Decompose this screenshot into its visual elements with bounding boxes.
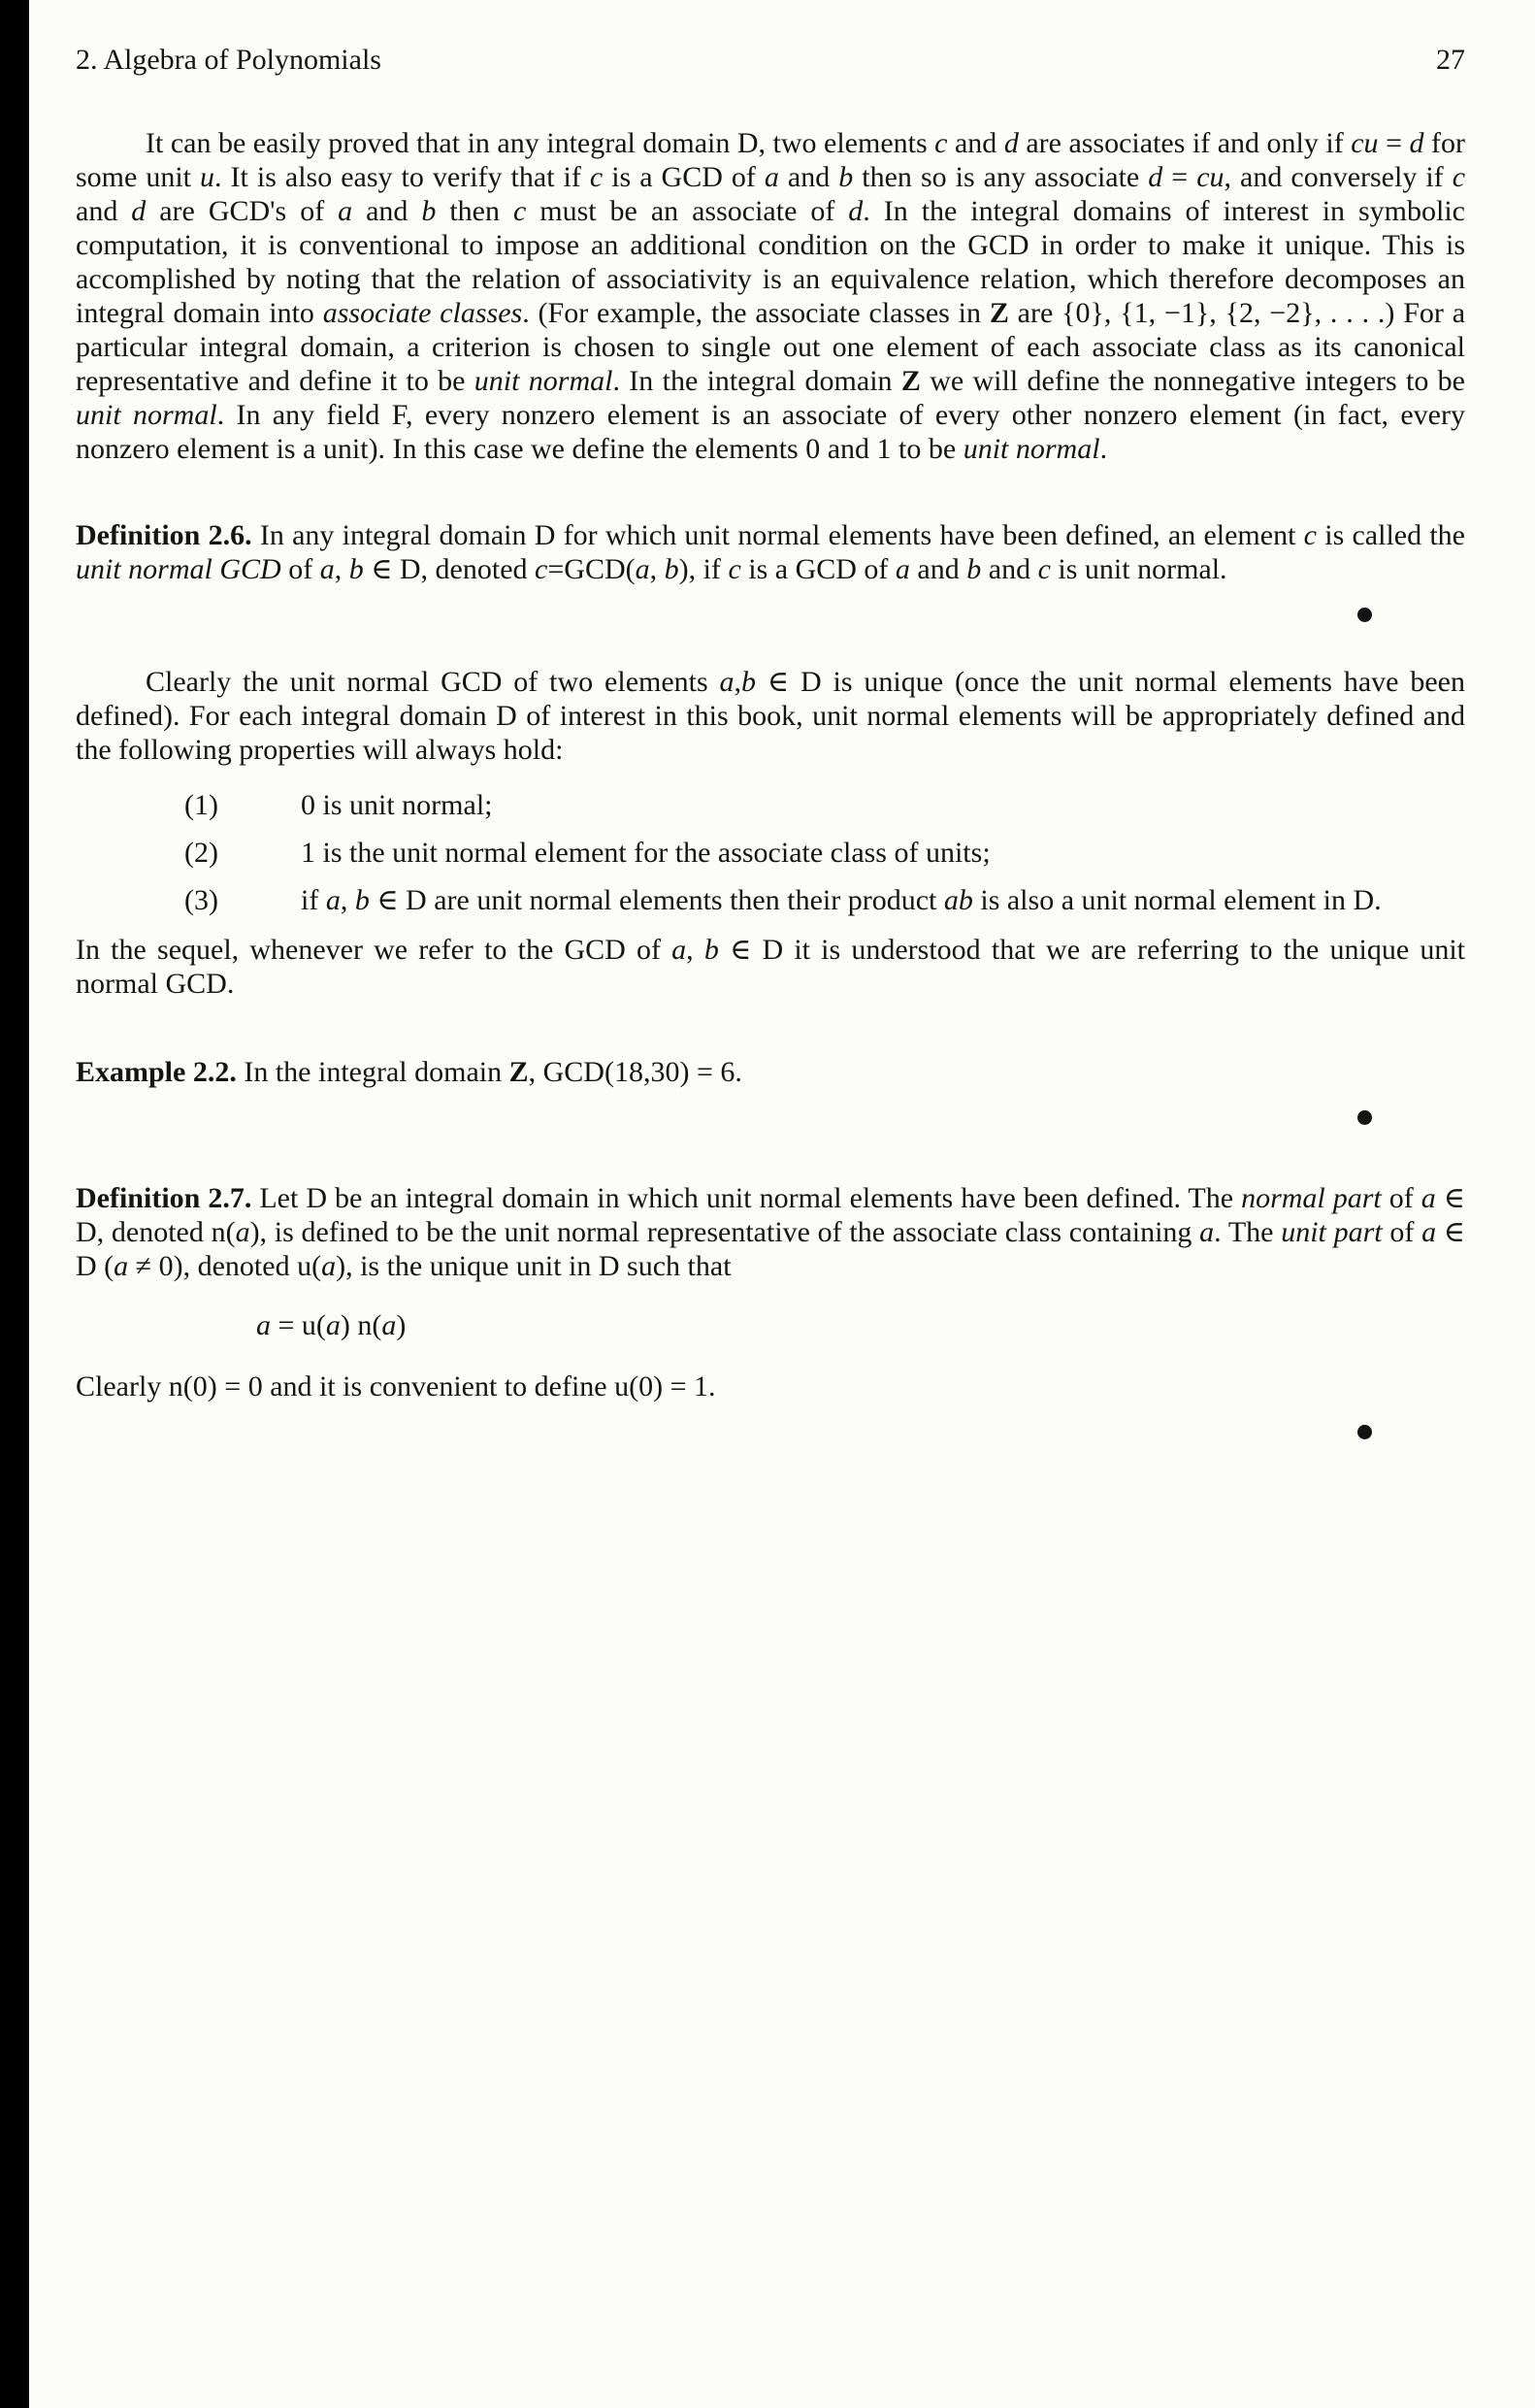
italic-text: a — [1421, 1182, 1436, 1214]
text: , GCD(18,30) = 6. — [528, 1056, 742, 1088]
italic-text: c — [535, 553, 548, 585]
text: of — [280, 553, 320, 585]
closing-paragraph — [76, 1369, 1465, 1403]
text: is a GCD of — [603, 161, 765, 193]
italic-text: a — [719, 666, 735, 698]
text: , — [340, 884, 355, 916]
italic-text: c — [1303, 519, 1317, 551]
text: It can be easily proved that in any integral domain D, two elements — [146, 127, 935, 159]
text: . In any field F, every nonzero element is an associate of every other nonzero element (in fact, every nonzero element is a unit). In this case we define the elements 0 and 1 to be — [76, 399, 1465, 465]
italic-text: c — [589, 161, 604, 193]
italic-text: a — [895, 553, 910, 585]
italic-text: a — [338, 195, 353, 227]
list-item-number: (1) — [184, 789, 218, 821]
text: of — [1381, 1182, 1421, 1214]
list-item-number: (2) — [184, 837, 218, 869]
italic-text: a — [325, 884, 341, 916]
running-title: 2. Algebra of Polynomials — [76, 44, 381, 76]
section-end-bullet-icon — [1357, 1110, 1372, 1125]
text: . In the integral domains of interest in symbolic computation, it is conventional to impose an additional condition on the GCD in order to make it unique. This is accomplished by noting that the relation of associativity is an equivalence relation, which therefore decomposes an integral domain into — [76, 195, 1466, 329]
text: , — [334, 553, 349, 585]
scan-edge-artifact — [0, 0, 29, 2408]
text: and — [778, 161, 839, 193]
italic-text: a — [1421, 1216, 1437, 1248]
text: ) — [396, 1309, 407, 1341]
section-end-bullet-icon — [1357, 608, 1372, 622]
text: ), if — [678, 553, 729, 585]
book-page — [29, 0, 1535, 2408]
italic-text: unit normal GCD — [76, 553, 281, 585]
sequel-paragraph — [76, 933, 1465, 1001]
italic-text: a — [319, 553, 335, 585]
property-list-item — [76, 883, 1465, 917]
italic-text: c — [512, 195, 527, 227]
property-list-item — [76, 788, 1465, 822]
page-header — [76, 43, 1465, 78]
text: are GCD's of — [146, 195, 339, 227]
italic-text: b — [421, 195, 437, 227]
example-2-2 — [76, 1055, 1465, 1089]
definition-2-7 — [76, 1181, 1465, 1283]
text: = — [1378, 127, 1410, 159]
italic-text: unit part — [1281, 1216, 1383, 1248]
section-end-bullet-icon — [1357, 1425, 1372, 1439]
text: ) n( — [340, 1309, 382, 1341]
text: ∈ D ( — [76, 1216, 1465, 1282]
text: In the integral domain — [236, 1056, 509, 1088]
text: ), is the unique unit in D such that — [336, 1250, 732, 1282]
text: is called the — [1316, 519, 1465, 551]
properties-list — [76, 788, 1465, 917]
text: we will define the nonnegative integers to be — [920, 365, 1465, 397]
italic-text: ab — [943, 884, 973, 916]
text: if — [301, 884, 326, 916]
italic-text: b — [741, 666, 757, 698]
text: . In the integral domain — [612, 365, 901, 397]
text: . (For example, the associate classes in — [522, 297, 990, 329]
italic-text: c — [1452, 161, 1466, 193]
text: , — [734, 666, 742, 698]
italic-text: b — [354, 884, 370, 916]
bold-text: Definition 2.7. — [76, 1182, 252, 1214]
text: 0 is unit normal; — [301, 789, 493, 821]
text: Let D be an integral domain in which unit normal elements have been defined. The — [251, 1182, 1242, 1214]
page-number: 27 — [1436, 44, 1465, 76]
text: , and conversely if — [1224, 161, 1453, 193]
italic-text: cu — [1196, 161, 1225, 193]
text: is a GCD of — [740, 553, 896, 585]
text: = u( — [271, 1309, 326, 1341]
text: is unit normal. — [1050, 553, 1227, 585]
italic-text: a — [325, 1309, 341, 1341]
text: and — [352, 195, 422, 227]
text: ), is defined to be the unit normal representative of the associate class containing — [249, 1216, 1200, 1248]
text: ∈ D it is understood that we are referring to the unique unit normal GCD. — [76, 934, 1466, 1000]
italic-text: a — [1199, 1216, 1215, 1248]
definition-2-6-end-bullet — [76, 608, 1465, 622]
italic-text: a — [114, 1250, 129, 1282]
italic-text: b — [703, 934, 719, 966]
italic-text: b — [348, 553, 364, 585]
text: and — [947, 127, 1004, 159]
text: are {0}, {1, −1}, {2, −2}, . . . .) For a particular integral domain, a criterion is chosen to single out one element of each associate class as its canonical representative and define it to be — [76, 297, 1466, 397]
property-list-item — [76, 836, 1465, 870]
text: In the sequel, whenever we refer to the GCD of — [76, 934, 672, 966]
italic-text: associate classes — [322, 297, 523, 329]
text: and — [909, 553, 967, 585]
italic-text: c — [1037, 553, 1051, 585]
text: then so is any associate — [853, 161, 1149, 193]
italic-text: unit normal — [963, 433, 1100, 465]
text: must be an associate of — [526, 195, 849, 227]
italic-text: a — [764, 161, 779, 193]
definition-2-7-end-bullet — [76, 1425, 1465, 1439]
list-item-text — [301, 836, 1465, 870]
text: ≠ 0), denoted u( — [128, 1250, 322, 1282]
text: and — [76, 195, 132, 227]
text: is also a unit normal element in D. — [972, 884, 1382, 916]
italic-text: c — [934, 127, 948, 159]
italic-text: cu — [1351, 127, 1379, 159]
page-body — [76, 126, 1465, 1439]
example-2-2-end-bullet — [76, 1110, 1465, 1125]
bold-text: Z — [989, 297, 1009, 329]
bold-text: Z — [900, 365, 921, 397]
italic-text: a — [381, 1309, 397, 1341]
definition-2-6 — [76, 518, 1465, 586]
italic-text: a — [671, 934, 687, 966]
text: Clearly n(0) = 0 and it is convenient to define u(0) = 1. — [76, 1370, 716, 1402]
italic-text: u — [200, 161, 215, 193]
text: ∈ D is unique (once the unit normal elements have been defined). For each integral domain D of interest in this book, unit normal elements will be appropriately defined and the following properties will always hold: — [76, 666, 1465, 766]
text: . The — [1214, 1216, 1282, 1248]
italic-text: b — [966, 553, 982, 585]
text: are associates if and only if — [1018, 127, 1352, 159]
text: ∈ D, denoted n( — [76, 1182, 1465, 1248]
text: Clearly the unit normal GCD of two elements — [146, 666, 720, 698]
italic-text: a — [235, 1216, 250, 1248]
list-item-text — [301, 788, 1465, 822]
text: . It is also easy to verify that if — [214, 161, 590, 193]
text: then — [436, 195, 513, 227]
text: and — [981, 553, 1038, 585]
text: , — [686, 934, 704, 966]
text: = — [1162, 161, 1197, 193]
italic-text: b — [838, 161, 854, 193]
text: In any integral domain D for which unit normal elements have been defined, an element — [251, 519, 1304, 551]
unit-normal-part-equation — [256, 1308, 1465, 1342]
text: . — [1099, 433, 1108, 465]
intro-paragraph — [76, 126, 1465, 466]
italic-text: b — [664, 553, 679, 585]
text: of — [1382, 1216, 1422, 1248]
italic-text: d — [1003, 127, 1019, 159]
italic-text: unit normal — [474, 365, 613, 397]
list-item-number: (3) — [184, 884, 218, 916]
italic-text: a — [321, 1250, 337, 1282]
bold-text: Example 2.2. — [76, 1056, 237, 1088]
bold-text: Z — [508, 1056, 529, 1088]
italic-text: c — [728, 553, 741, 585]
italic-text: a — [256, 1309, 271, 1341]
bold-text: Definition 2.6. — [76, 519, 252, 551]
italic-text: d — [1148, 161, 1163, 193]
text: , — [649, 553, 665, 585]
text: 1 is the unit normal element for the associate class of units; — [301, 837, 991, 869]
italic-text: unit normal — [76, 399, 217, 431]
clearly-paragraph — [76, 665, 1465, 767]
text: =GCD( — [547, 553, 636, 585]
list-item-text — [301, 883, 1465, 917]
italic-text: d — [131, 195, 147, 227]
italic-text: d — [848, 195, 864, 227]
italic-text: d — [1409, 127, 1424, 159]
italic-text: normal part — [1241, 1182, 1382, 1214]
text: ∈ D are unit normal elements then their product — [369, 884, 944, 916]
text: ∈ D, denoted — [363, 553, 536, 585]
text: for some unit — [76, 127, 1465, 193]
italic-text: a — [635, 553, 650, 585]
